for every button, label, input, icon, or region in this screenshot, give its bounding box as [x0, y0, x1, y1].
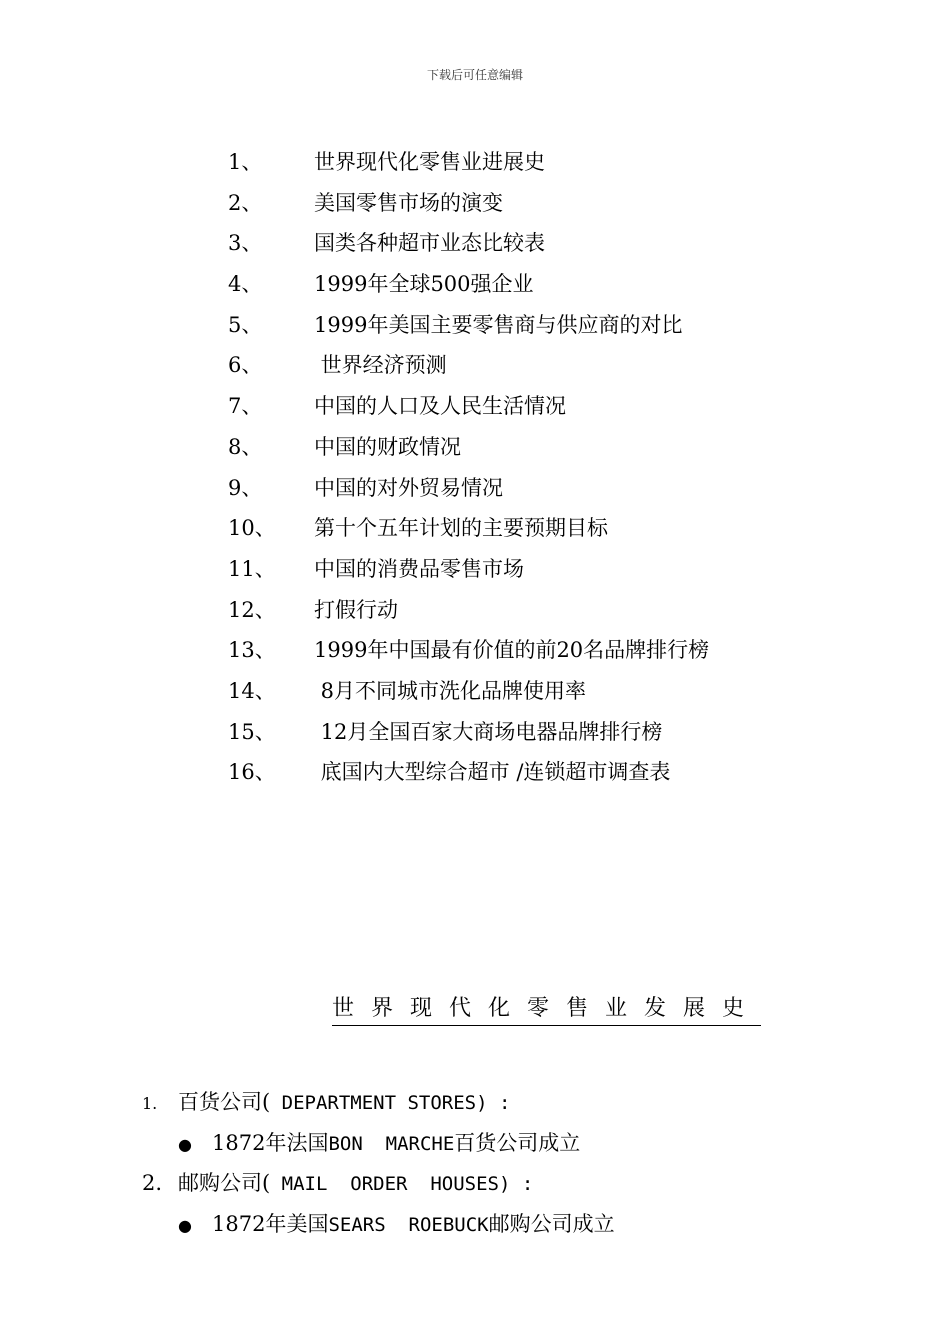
sub-en: BON MARCHE — [328, 1132, 455, 1155]
toc-item — [228, 142, 709, 183]
toc-text: 中国的人口及人民生活情况 — [314, 394, 566, 419]
item-label-cn: 邮购公司( — [178, 1171, 271, 1195]
toc-item — [228, 264, 709, 305]
toc-text: 1999年全球500强企业 — [314, 272, 534, 297]
item-label-cn: 百货公司( — [178, 1090, 271, 1114]
toc-item — [228, 630, 709, 671]
item-label-en: MAIL ORDER HOUSES) : — [270, 1173, 534, 1195]
toc-text: 12月全国百家大商场电器品牌排行榜 — [314, 719, 663, 744]
toc-item — [228, 508, 709, 549]
toc-text: 8月不同城市洗化品牌使用率 — [314, 678, 587, 703]
toc-item — [228, 183, 709, 224]
section-item — [142, 1163, 615, 1204]
toc-text: 世界经济预测 — [314, 353, 447, 378]
toc-text: 中国的财政情况 — [314, 434, 461, 459]
toc-number: 11、 — [228, 556, 276, 581]
toc-text: 美国零售市场的演变 — [314, 190, 503, 215]
toc-item — [228, 223, 709, 264]
toc-number: 3、 — [228, 231, 263, 256]
sub-cn: 百货公司成立 — [454, 1130, 581, 1155]
table-of-contents — [228, 142, 709, 793]
bullet-icon: ● — [178, 1215, 192, 1235]
toc-item — [228, 671, 709, 712]
toc-number: 13、 — [228, 638, 276, 663]
sub-en: SEARS ROEBUCK — [328, 1213, 489, 1236]
toc-number: 6、 — [228, 353, 263, 378]
bullet-icon: ● — [178, 1134, 192, 1154]
sub-item — [142, 1123, 615, 1164]
toc-text: 第十个五年计划的主要预期目标 — [314, 516, 608, 541]
toc-item — [228, 386, 709, 427]
item-number: 2. — [142, 1171, 163, 1195]
toc-item — [228, 752, 709, 793]
toc-item — [228, 712, 709, 753]
toc-text: 世界现代化零售业进展史 — [314, 150, 545, 174]
sub-cn: 邮购公司成立 — [488, 1211, 615, 1236]
toc-number: 15、 — [228, 719, 276, 744]
sub-item — [142, 1204, 615, 1245]
toc-number: 9、 — [228, 475, 263, 500]
toc-number: 8、 — [228, 434, 263, 459]
toc-text: 1999年中国最有价值的前20名品牌排行榜 — [314, 638, 710, 663]
toc-number: 7、 — [228, 394, 263, 419]
toc-number: 14、 — [228, 678, 276, 703]
section-item — [142, 1082, 615, 1123]
toc-item — [228, 549, 709, 590]
toc-item — [228, 427, 709, 468]
toc-item — [228, 305, 709, 346]
toc-item — [228, 590, 709, 631]
sub-year: 1872年法国 — [212, 1130, 329, 1155]
item-label-en: DEPARTMENT STORES) : — [270, 1092, 511, 1114]
toc-text: 国类各种超市业态比较表 — [314, 231, 545, 256]
toc-text: 中国的消费品零售市场 — [314, 556, 524, 581]
toc-number: 4、 — [228, 272, 263, 297]
toc-number: 10、 — [228, 516, 276, 541]
toc-number: 2、 — [228, 190, 263, 215]
sub-year: 1872年美国 — [212, 1211, 329, 1236]
toc-number: 5、 — [228, 312, 263, 337]
toc-item — [228, 468, 709, 509]
section-content — [142, 1082, 615, 1244]
toc-number: 16、 — [228, 760, 276, 785]
header-note: 下载后可任意编辑 — [426, 68, 523, 82]
toc-number: 12、 — [228, 597, 276, 622]
toc-text: 底国内大型综合超市 /连锁超市调查表 — [314, 760, 671, 785]
toc-number: 1、 — [228, 150, 263, 174]
toc-text: 中国的对外贸易情况 — [314, 475, 503, 500]
item-number: 1. — [142, 1094, 158, 1113]
toc-text: 打假行动 — [314, 597, 398, 622]
section-title: 世界现代化零售业发展史 — [332, 994, 761, 1026]
toc-item — [228, 345, 709, 386]
toc-text: 1999年美国主要零售商与供应商的对比 — [314, 312, 683, 337]
